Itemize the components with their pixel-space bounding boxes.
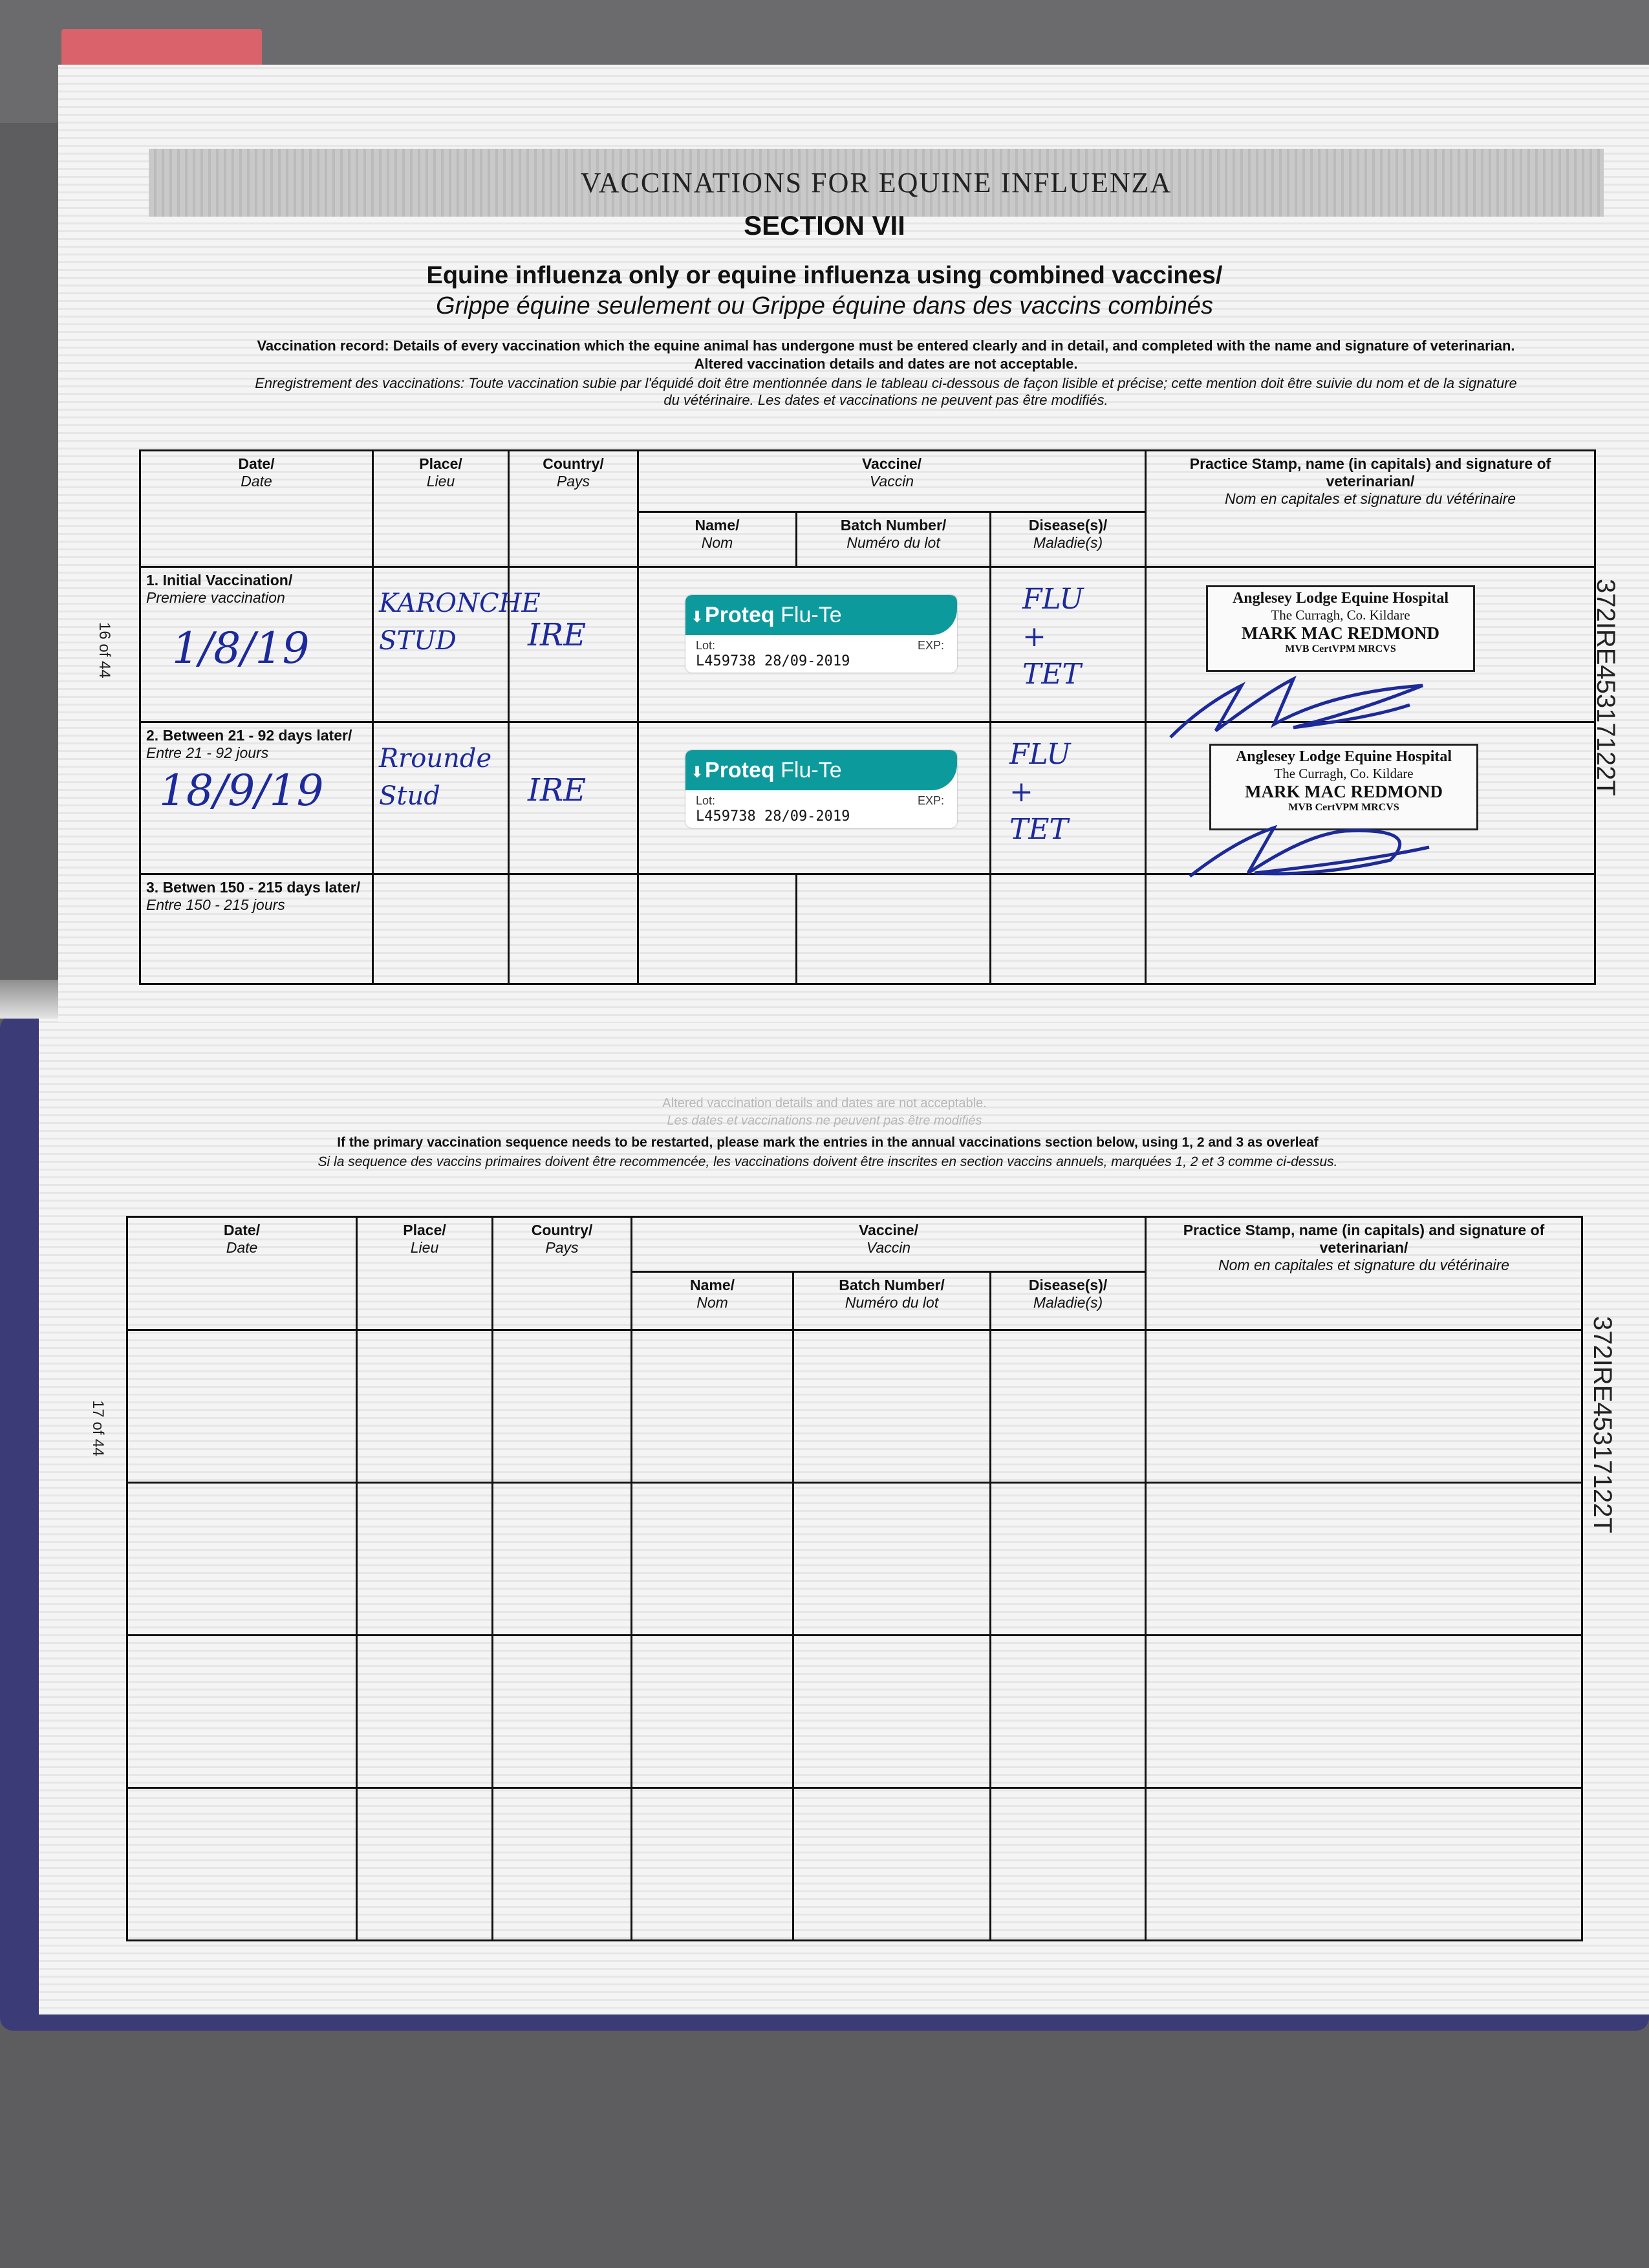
place-cell — [373, 722, 509, 874]
sticker-brand: Proteq — [705, 758, 775, 783]
row-label-second: 2. Between 21 - 92 days later/ Entre 21 - 92 jours 18/9/19 — [140, 722, 373, 874]
disease-cell — [991, 874, 1146, 984]
page-number: 16 of 44 — [96, 622, 113, 678]
record-instructions-en-2: Altered vaccination details and dates are not acceptable. — [694, 356, 1078, 372]
table-row — [140, 874, 1595, 984]
vet-signature — [1177, 815, 1449, 886]
col-date: Date/ Date — [140, 451, 373, 567]
practice-cell — [1146, 874, 1595, 984]
col-vaccine-name: Name/ Nom — [638, 512, 797, 567]
col-vaccine-name: Name/ Nom — [632, 1272, 793, 1330]
handwritten-country: IRE — [528, 617, 587, 653]
table-row — [127, 1788, 1582, 1941]
table-row — [127, 1483, 1582, 1636]
place-cell — [373, 874, 509, 984]
vet-signature — [1164, 666, 1436, 744]
table-row — [127, 1330, 1582, 1483]
sticker-product: Flu-Te — [781, 603, 842, 627]
col-practice: Practice Stamp, name (in capitals) and signature of veterinarian/ Nom en capitales et signature du vétérinaire — [1146, 451, 1595, 567]
section-heading: SECTION VII — [744, 210, 905, 241]
handwritten-place: Rrounde Stud — [379, 744, 492, 811]
disease-cell — [991, 567, 1146, 722]
col-practice: Practice Stamp, name (in capitals) and signature of veterinarian/ Nom en capitales et signature du vétérinaire — [1146, 1217, 1582, 1330]
col-vaccine: Vaccine/ Vaccin — [632, 1217, 1146, 1272]
col-place: Place/ Lieu — [357, 1217, 493, 1330]
col-date: Date/ Date — [127, 1217, 357, 1330]
handwritten-place: KARONCHE STUD — [379, 589, 541, 656]
disease-cell — [991, 722, 1146, 874]
page-title: VACCINATIONS FOR EQUINE INFLUENZA — [149, 149, 1604, 217]
restart-instructions-fr: Si la sequence des vaccins primaires doivent être recommencée, les vaccinations doivent être inscrites en section vaccins annuels, marquées 1, 2 et 3 comme ci-dessus. — [318, 1154, 1338, 1169]
sticker-brand: Proteq — [705, 603, 775, 627]
record-instructions-fr-2: du vétérinaire. Les dates et vaccinations ne peuvent pas être modifiés. — [663, 392, 1108, 408]
passport-id-vertical: 372IRE45317122T — [1588, 1316, 1617, 1533]
col-disease: Disease(s)/ Maladie(s) — [991, 512, 1146, 567]
sticker-exp-label: EXP: — [917, 639, 944, 652]
handwritten-disease: FLU + TET — [1009, 738, 1071, 846]
record-instructions-en: Vaccination record: Details of every vaccination which the equine animal has undergone must be entered clearly and in detail, and completed with the name and signature of veterinarian. — [257, 338, 1515, 354]
row-label-third: 3. Betwen 150 - 215 days later/ Entre 150 - 215 jours — [140, 874, 373, 984]
country-cell — [509, 874, 638, 984]
handwritten-disease: FLU + TET — [1022, 583, 1084, 691]
place-cell — [373, 567, 541, 722]
faded-note-en: Altered vaccination details and dates are not acceptable. — [662, 1096, 987, 1110]
col-place: Place/ Lieu — [373, 451, 509, 567]
col-batch-number: Batch Number/ Numéro du lot — [797, 512, 991, 567]
batch-cell — [797, 874, 991, 984]
country-cell — [509, 722, 638, 874]
passport-id-vertical: 372IRE45317122T — [1591, 579, 1620, 796]
restart-instructions-en: If the primary vaccination sequence needs to be restarted, please mark the entries in the annual vaccinations section below, using 1, 2 and 3 as overleaf — [337, 1135, 1319, 1150]
row-label-initial: 1. Initial Vaccination/ Premiere vaccination 1/8/19 — [140, 567, 373, 722]
subtitle-en: Equine influenza only or equine influenza using combined vaccines/ — [426, 262, 1223, 289]
vaccine-sticker — [685, 595, 957, 673]
vet-stamp: Anglesey Lodge Equine Hospital The Curragh, Co. Kildare MARK MAC REDMOND MVB CertVPM MRCVS — [1209, 744, 1478, 830]
faded-note-fr: Les dates et vaccinations ne peuvent pas être modifiés — [667, 1114, 982, 1128]
vaccine-name-cell — [638, 874, 797, 984]
col-country: Country/ Pays — [509, 451, 638, 567]
col-batch-number: Batch Number/ Numéro du lot — [793, 1272, 991, 1330]
sticker-product: Flu-Te — [781, 758, 842, 783]
record-instructions-fr: Enregistrement des vaccinations: Toute vaccination subie par l'équidé doit être mentionnée dans le tableau ci-dessous de façon lisible et précise; cette mention doit être suivie du nom et de la signature — [255, 375, 1517, 391]
col-disease: Disease(s)/ Maladie(s) — [991, 1272, 1146, 1330]
table-row — [127, 1636, 1582, 1788]
handwritten-country: IRE — [528, 772, 587, 808]
sticker-lot-label: Lot: — [696, 639, 716, 652]
handwritten-date: 1/8/19 — [172, 623, 310, 673]
vaccine-sticker — [685, 750, 957, 828]
col-country: Country/ Pays — [493, 1217, 632, 1330]
handwritten-date: 18/9/19 — [159, 766, 324, 815]
vaccination-table-restart — [126, 1216, 1583, 1941]
arrow-down-icon: ⬇ — [691, 609, 704, 626]
vet-stamp: Anglesey Lodge Equine Hospital The Curragh, Co. Kildare MARK MAC REDMOND MVB CertVPM MRCVS — [1206, 585, 1475, 672]
sticker-lot-label: Lot: — [696, 794, 716, 807]
arrow-down-icon: ⬇ — [691, 764, 704, 781]
subtitle-fr: Grippe équine seulement ou Grippe équine dans des vaccins combinés — [436, 292, 1213, 319]
sticker-exp-label: EXP: — [917, 794, 944, 807]
page-number: 17 of 44 — [89, 1400, 107, 1456]
sticker-lot-value: L459738 28/09-2019 — [696, 808, 850, 825]
col-vaccine: Vaccine/ Vaccin — [638, 451, 1146, 512]
sticker-lot-value: L459738 28/09-2019 — [696, 653, 850, 669]
